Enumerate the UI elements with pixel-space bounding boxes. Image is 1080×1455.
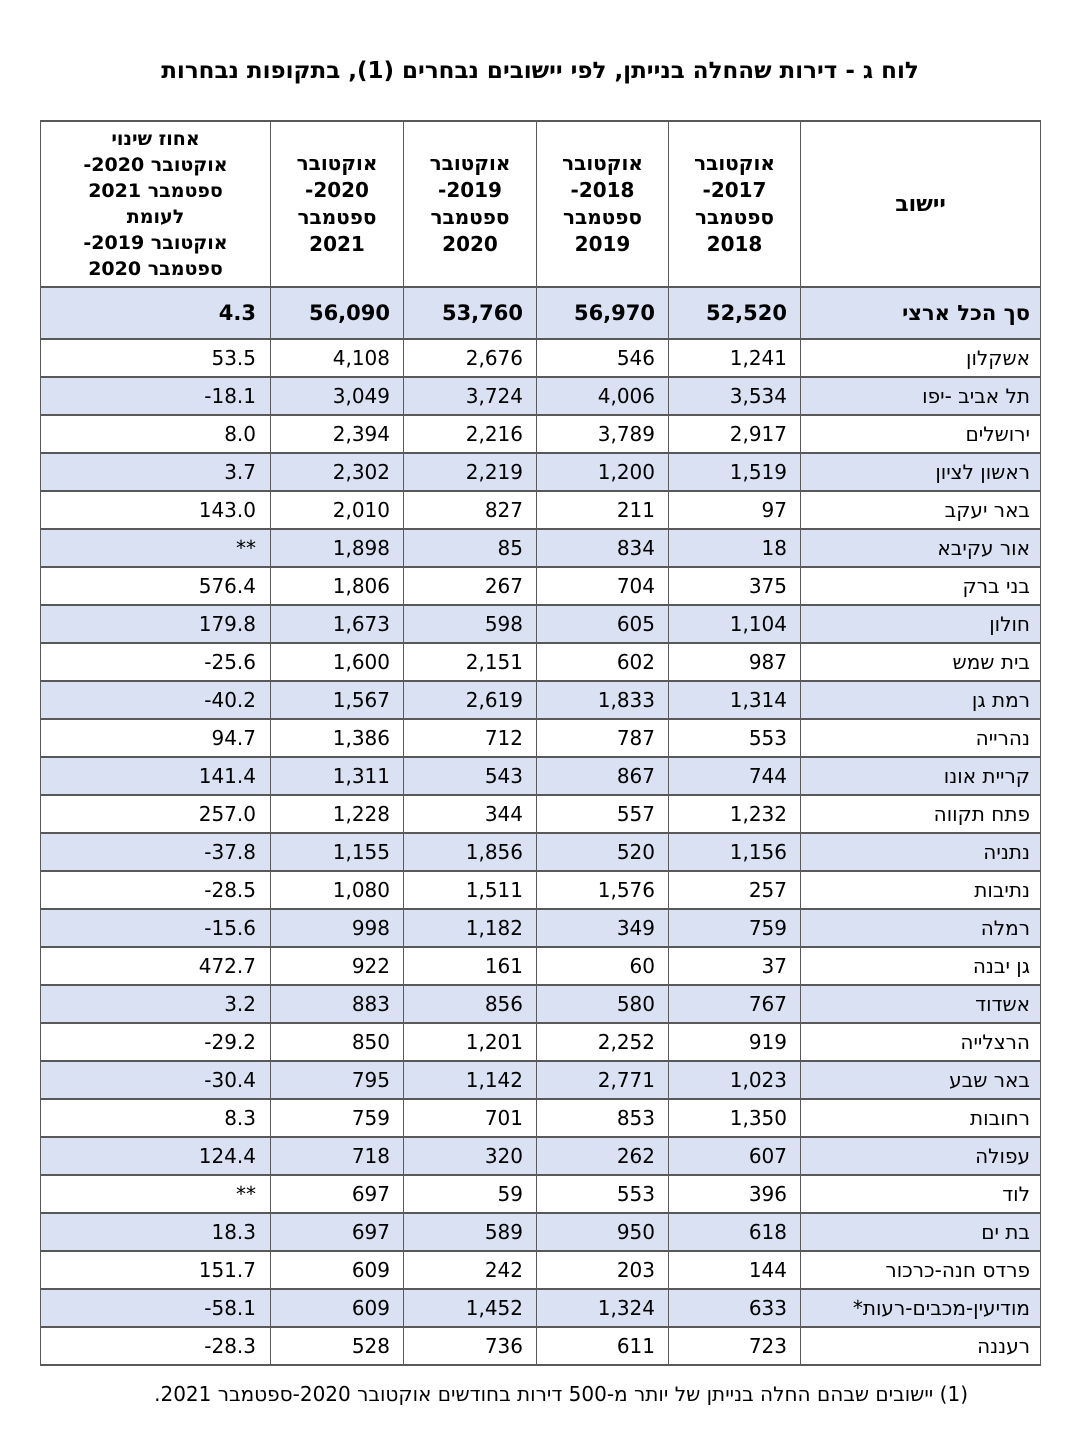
value-cell-oct2017-sep2018: 633: [669, 1289, 801, 1327]
table-row: [41, 1175, 1041, 1213]
table-row: [41, 757, 1041, 795]
value-cell-oct2019-sep2020: 1,511: [404, 871, 537, 909]
value-cell-oct2018-sep2019: 787: [537, 719, 669, 757]
header-line: יישוב: [895, 191, 946, 217]
value-cell-oct2018-sep2019: 557: [537, 795, 669, 833]
value-cell-oct2017-sep2018: 1,232: [669, 795, 801, 833]
yishuv-cell: באר יעקב: [801, 491, 1041, 529]
table-row: [41, 985, 1041, 1023]
value-cell-oct2020-sep2021: 56,090: [271, 287, 404, 339]
yishuv-cell: רעננה: [801, 1327, 1041, 1365]
pct-change-cell: **: [41, 529, 271, 567]
value-cell-oct2017-sep2018: 618: [669, 1213, 801, 1251]
pct-change-cell: -25.6: [41, 643, 271, 681]
header-line: 2020-: [305, 178, 369, 202]
header-line: 2020: [442, 232, 498, 256]
value-cell-oct2018-sep2019: 1,324: [537, 1289, 669, 1327]
value-cell-oct2020-sep2021: 1,898: [271, 529, 404, 567]
value-cell-oct2018-sep2019: 349: [537, 909, 669, 947]
value-cell-oct2018-sep2019: 2,252: [537, 1023, 669, 1061]
yishuv-cell: מודיעין-מכבים-רעות*: [801, 1289, 1041, 1327]
yishuv-cell: אשקלון: [801, 339, 1041, 377]
value-cell-oct2018-sep2019: 605: [537, 605, 669, 643]
pct-change-cell: -37.8: [41, 833, 271, 871]
table-row: [41, 795, 1041, 833]
value-cell-oct2018-sep2019: 602: [537, 643, 669, 681]
value-cell-oct2017-sep2018: 3,534: [669, 377, 801, 415]
value-cell-oct2019-sep2020: 543: [404, 757, 537, 795]
value-cell-oct2020-sep2021: 528: [271, 1327, 404, 1365]
value-cell-oct2017-sep2018: 1,519: [669, 453, 801, 491]
table-row: [41, 1023, 1041, 1061]
value-cell-oct2019-sep2020: 242: [404, 1251, 537, 1289]
table-header: [41, 121, 1041, 287]
table-row: [41, 605, 1041, 643]
value-cell-oct2020-sep2021: 609: [271, 1251, 404, 1289]
yishuv-cell: באר שבע: [801, 1061, 1041, 1099]
yishuv-cell: לוד: [801, 1175, 1041, 1213]
yishuv-cell: בית שמש: [801, 643, 1041, 681]
value-cell-oct2018-sep2019: 1,200: [537, 453, 669, 491]
value-cell-oct2020-sep2021: 1,155: [271, 833, 404, 871]
value-cell-oct2019-sep2020: 856: [404, 985, 537, 1023]
header-line: אוקטובר: [429, 151, 511, 175]
pct-change-cell: 53.5: [41, 339, 271, 377]
pct-change-cell: 472.7: [41, 947, 271, 985]
table-row: [41, 1327, 1041, 1365]
table-row: [41, 1289, 1041, 1327]
value-cell-oct2020-sep2021: 1,673: [271, 605, 404, 643]
value-cell-oct2017-sep2018: 1,104: [669, 605, 801, 643]
table-row: [41, 491, 1041, 529]
header-line: אוקטובר: [562, 151, 643, 175]
yishuv-cell: קריית אונו: [801, 757, 1041, 795]
value-cell-oct2018-sep2019: 853: [537, 1099, 669, 1137]
value-cell-oct2017-sep2018: 919: [669, 1023, 801, 1061]
table-row: [41, 871, 1041, 909]
pct-change-cell: 3.7: [41, 453, 271, 491]
yishuv-cell: הרצלייה: [801, 1023, 1041, 1061]
value-cell-oct2020-sep2021: 922: [271, 947, 404, 985]
value-cell-oct2020-sep2021: 850: [271, 1023, 404, 1061]
total-label-cell: סך הכל ארצי: [801, 287, 1041, 339]
yishuv-cell: רמת גן: [801, 681, 1041, 719]
pct-change-cell: 8.0: [41, 415, 271, 453]
value-cell-oct2019-sep2020: 1,182: [404, 909, 537, 947]
value-cell-oct2020-sep2021: 759: [271, 1099, 404, 1137]
header-cell-period-oct2018-sep2019: [537, 121, 669, 287]
value-cell-oct2019-sep2020: 85: [404, 529, 537, 567]
yishuv-cell: נתניה: [801, 833, 1041, 871]
header-row: [41, 121, 1041, 287]
value-cell-oct2018-sep2019: 56,970: [537, 287, 669, 339]
pct-change-cell: 151.7: [41, 1251, 271, 1289]
header-line: 2021: [309, 232, 365, 256]
pct-change-cell: -40.2: [41, 681, 271, 719]
header-cell-yishuv: [801, 121, 1041, 287]
header-line: 2019: [574, 232, 631, 256]
value-cell-oct2018-sep2019: 60: [537, 947, 669, 985]
header-line: אוקטובר: [296, 151, 378, 175]
pct-change-cell: -18.1: [41, 377, 271, 415]
value-cell-oct2018-sep2019: 704: [537, 567, 669, 605]
value-cell-oct2018-sep2019: 950: [537, 1213, 669, 1251]
yishuv-cell: פרדס חנה-כרכור: [801, 1251, 1041, 1289]
header-cell-period-oct2019-sep2020: [404, 121, 537, 287]
table-row: [41, 415, 1041, 453]
table-row: [41, 909, 1041, 947]
table-row: [41, 681, 1041, 719]
value-cell-oct2019-sep2020: 161: [404, 947, 537, 985]
value-cell-oct2020-sep2021: 998: [271, 909, 404, 947]
value-cell-oct2017-sep2018: 1,314: [669, 681, 801, 719]
header-line: ספטמבר: [430, 205, 510, 229]
value-cell-oct2018-sep2019: 611: [537, 1327, 669, 1365]
yishuv-cell: פתח תקווה: [801, 795, 1041, 833]
pct-change-cell: 8.3: [41, 1099, 271, 1137]
yishuv-cell: עפולה: [801, 1137, 1041, 1175]
value-cell-oct2018-sep2019: 3,789: [537, 415, 669, 453]
pct-change-cell: 141.4: [41, 757, 271, 795]
value-cell-oct2017-sep2018: 723: [669, 1327, 801, 1365]
yishuv-cell: אשדוד: [801, 985, 1041, 1023]
yishuv-cell: נתיבות: [801, 871, 1041, 909]
value-cell-oct2019-sep2020: 344: [404, 795, 537, 833]
yishuv-cell: רחובות: [801, 1099, 1041, 1137]
value-cell-oct2017-sep2018: 987: [669, 643, 801, 681]
value-cell-oct2019-sep2020: 2,219: [404, 453, 537, 491]
value-cell-oct2019-sep2020: 2,676: [404, 339, 537, 377]
dwellings-construction-table: [40, 120, 1041, 1366]
value-cell-oct2019-sep2020: 736: [404, 1327, 537, 1365]
value-cell-oct2018-sep2019: 1,833: [537, 681, 669, 719]
pct-change-cell: 18.3: [41, 1213, 271, 1251]
value-cell-oct2019-sep2020: 267: [404, 567, 537, 605]
value-cell-oct2019-sep2020: 827: [404, 491, 537, 529]
value-cell-oct2020-sep2021: 1,806: [271, 567, 404, 605]
header-line: אוקטובר 2020-: [83, 154, 228, 176]
value-cell-oct2019-sep2020: 1,201: [404, 1023, 537, 1061]
value-cell-oct2018-sep2019: 1,576: [537, 871, 669, 909]
value-cell-oct2018-sep2019: 834: [537, 529, 669, 567]
value-cell-oct2019-sep2020: 1,452: [404, 1289, 537, 1327]
value-cell-oct2019-sep2020: 53,760: [404, 287, 537, 339]
value-cell-oct2020-sep2021: 2,302: [271, 453, 404, 491]
pct-change-cell: 257.0: [41, 795, 271, 833]
value-cell-oct2017-sep2018: 18: [669, 529, 801, 567]
footnote: (1) יישובים שבהם החלה בנייתן של יותר מ-500 דירות בחודשים אוקטובר 2020-ספטמבר 2021.: [154, 1382, 968, 1406]
pct-change-cell: -28.3: [41, 1327, 271, 1365]
value-cell-oct2018-sep2019: 867: [537, 757, 669, 795]
header-line: ספטמבר 2020: [88, 258, 223, 280]
header-line: ספטמבר: [562, 205, 643, 229]
pct-change-cell: -30.4: [41, 1061, 271, 1099]
value-cell-oct2020-sep2021: 2,394: [271, 415, 404, 453]
header-line: 2018: [706, 232, 763, 256]
yishuv-cell: בת ים: [801, 1213, 1041, 1251]
value-cell-oct2019-sep2020: 3,724: [404, 377, 537, 415]
value-cell-oct2019-sep2020: 589: [404, 1213, 537, 1251]
table-body: [41, 287, 1041, 1365]
pct-change-cell: 124.4: [41, 1137, 271, 1175]
value-cell-oct2020-sep2021: 1,080: [271, 871, 404, 909]
value-cell-oct2019-sep2020: 1,142: [404, 1061, 537, 1099]
pct-change-cell: 4.3: [41, 287, 271, 339]
yishuv-cell: גן יבנה: [801, 947, 1041, 985]
value-cell-oct2017-sep2018: 1,241: [669, 339, 801, 377]
value-cell-oct2019-sep2020: 2,619: [404, 681, 537, 719]
value-cell-oct2020-sep2021: 1,311: [271, 757, 404, 795]
value-cell-oct2020-sep2021: 795: [271, 1061, 404, 1099]
value-cell-oct2017-sep2018: 759: [669, 909, 801, 947]
value-cell-oct2019-sep2020: 2,151: [404, 643, 537, 681]
table-row: [41, 643, 1041, 681]
value-cell-oct2017-sep2018: 744: [669, 757, 801, 795]
yishuv-cell: ראשון לציון: [801, 453, 1041, 491]
value-cell-oct2018-sep2019: 553: [537, 1175, 669, 1213]
table-row: [41, 1137, 1041, 1175]
pct-change-cell: -28.5: [41, 871, 271, 909]
value-cell-oct2017-sep2018: 375: [669, 567, 801, 605]
value-cell-oct2019-sep2020: 701: [404, 1099, 537, 1137]
header-line: אוקטובר: [694, 151, 775, 175]
value-cell-oct2018-sep2019: 4,006: [537, 377, 669, 415]
header-line: ספטמבר: [297, 205, 377, 229]
table-row: [41, 339, 1041, 377]
header-line: ספטמבר 2021: [88, 180, 223, 202]
header-line: 2018-: [570, 178, 635, 202]
value-cell-oct2017-sep2018: 2,917: [669, 415, 801, 453]
pct-change-cell: 94.7: [41, 719, 271, 757]
pct-change-cell: 3.2: [41, 985, 271, 1023]
value-cell-oct2019-sep2020: 2,216: [404, 415, 537, 453]
pct-change-cell: 179.8: [41, 605, 271, 643]
header-line: לעומת: [126, 206, 185, 228]
table-title: לוח ג - דירות שהחלה בנייתן, לפי יישובים נבחרים (1), בתקופות נבחרות: [161, 58, 919, 84]
value-cell-oct2018-sep2019: 211: [537, 491, 669, 529]
table-row: [41, 947, 1041, 985]
value-cell-oct2020-sep2021: 883: [271, 985, 404, 1023]
yishuv-cell: נהרייה: [801, 719, 1041, 757]
table-row: [41, 719, 1041, 757]
value-cell-oct2017-sep2018: 257: [669, 871, 801, 909]
value-cell-oct2019-sep2020: 320: [404, 1137, 537, 1175]
value-cell-oct2018-sep2019: 546: [537, 339, 669, 377]
value-cell-oct2020-sep2021: 697: [271, 1213, 404, 1251]
pct-change-cell: 143.0: [41, 491, 271, 529]
value-cell-oct2019-sep2020: 712: [404, 719, 537, 757]
header-line: אוקטובר 2019-: [83, 232, 228, 254]
value-cell-oct2020-sep2021: 3,049: [271, 377, 404, 415]
table-row: [41, 1213, 1041, 1251]
value-cell-oct2017-sep2018: 1,350: [669, 1099, 801, 1137]
yishuv-cell: בני ברק: [801, 567, 1041, 605]
value-cell-oct2017-sep2018: 1,156: [669, 833, 801, 871]
pct-change-cell: 576.4: [41, 567, 271, 605]
value-cell-oct2017-sep2018: 144: [669, 1251, 801, 1289]
value-cell-oct2019-sep2020: 598: [404, 605, 537, 643]
table-row: [41, 833, 1041, 871]
total-row: [41, 287, 1041, 339]
yishuv-cell: ירושלים: [801, 415, 1041, 453]
table-row: [41, 1251, 1041, 1289]
value-cell-oct2020-sep2021: 1,386: [271, 719, 404, 757]
value-cell-oct2020-sep2021: 609: [271, 1289, 404, 1327]
value-cell-oct2019-sep2020: 59: [404, 1175, 537, 1213]
value-cell-oct2017-sep2018: 767: [669, 985, 801, 1023]
value-cell-oct2017-sep2018: 52,520: [669, 287, 801, 339]
header-line: ספטמבר: [694, 205, 775, 229]
value-cell-oct2017-sep2018: 396: [669, 1175, 801, 1213]
header-line: 2017-: [702, 178, 767, 202]
value-cell-oct2018-sep2019: 520: [537, 833, 669, 871]
yishuv-cell: תל אביב -יפו: [801, 377, 1041, 415]
value-cell-oct2017-sep2018: 553: [669, 719, 801, 757]
value-cell-oct2018-sep2019: 262: [537, 1137, 669, 1175]
header-cell-period-oct2017-sep2018: [669, 121, 801, 287]
value-cell-oct2018-sep2019: 580: [537, 985, 669, 1023]
value-cell-oct2020-sep2021: 697: [271, 1175, 404, 1213]
value-cell-oct2020-sep2021: 1,228: [271, 795, 404, 833]
pct-change-cell: -15.6: [41, 909, 271, 947]
yishuv-cell: אור עקיבא: [801, 529, 1041, 567]
value-cell-oct2020-sep2021: 1,600: [271, 643, 404, 681]
value-cell-oct2020-sep2021: 2,010: [271, 491, 404, 529]
yishuv-cell: רמלה: [801, 909, 1041, 947]
header-cell-pct-change: [41, 121, 271, 287]
pct-change-cell: **: [41, 1175, 271, 1213]
table-row: [41, 529, 1041, 567]
pct-change-cell: -29.2: [41, 1023, 271, 1061]
value-cell-oct2020-sep2021: 4,108: [271, 339, 404, 377]
pct-change-cell: -58.1: [41, 1289, 271, 1327]
value-cell-oct2018-sep2019: 203: [537, 1251, 669, 1289]
value-cell-oct2017-sep2018: 37: [669, 947, 801, 985]
table-row: [41, 1061, 1041, 1099]
value-cell-oct2019-sep2020: 1,856: [404, 833, 537, 871]
table-row: [41, 453, 1041, 491]
table-row: [41, 377, 1041, 415]
table-row: [41, 1099, 1041, 1137]
value-cell-oct2020-sep2021: 1,567: [271, 681, 404, 719]
yishuv-cell: חולון: [801, 605, 1041, 643]
value-cell-oct2018-sep2019: 2,771: [537, 1061, 669, 1099]
header-line: אחוז שינוי: [111, 128, 200, 150]
value-cell-oct2017-sep2018: 97: [669, 491, 801, 529]
value-cell-oct2020-sep2021: 718: [271, 1137, 404, 1175]
header-line: 2019-: [438, 178, 502, 202]
header-cell-period-oct2020-sep2021: [271, 121, 404, 287]
table-row: [41, 567, 1041, 605]
value-cell-oct2017-sep2018: 607: [669, 1137, 801, 1175]
value-cell-oct2017-sep2018: 1,023: [669, 1061, 801, 1099]
